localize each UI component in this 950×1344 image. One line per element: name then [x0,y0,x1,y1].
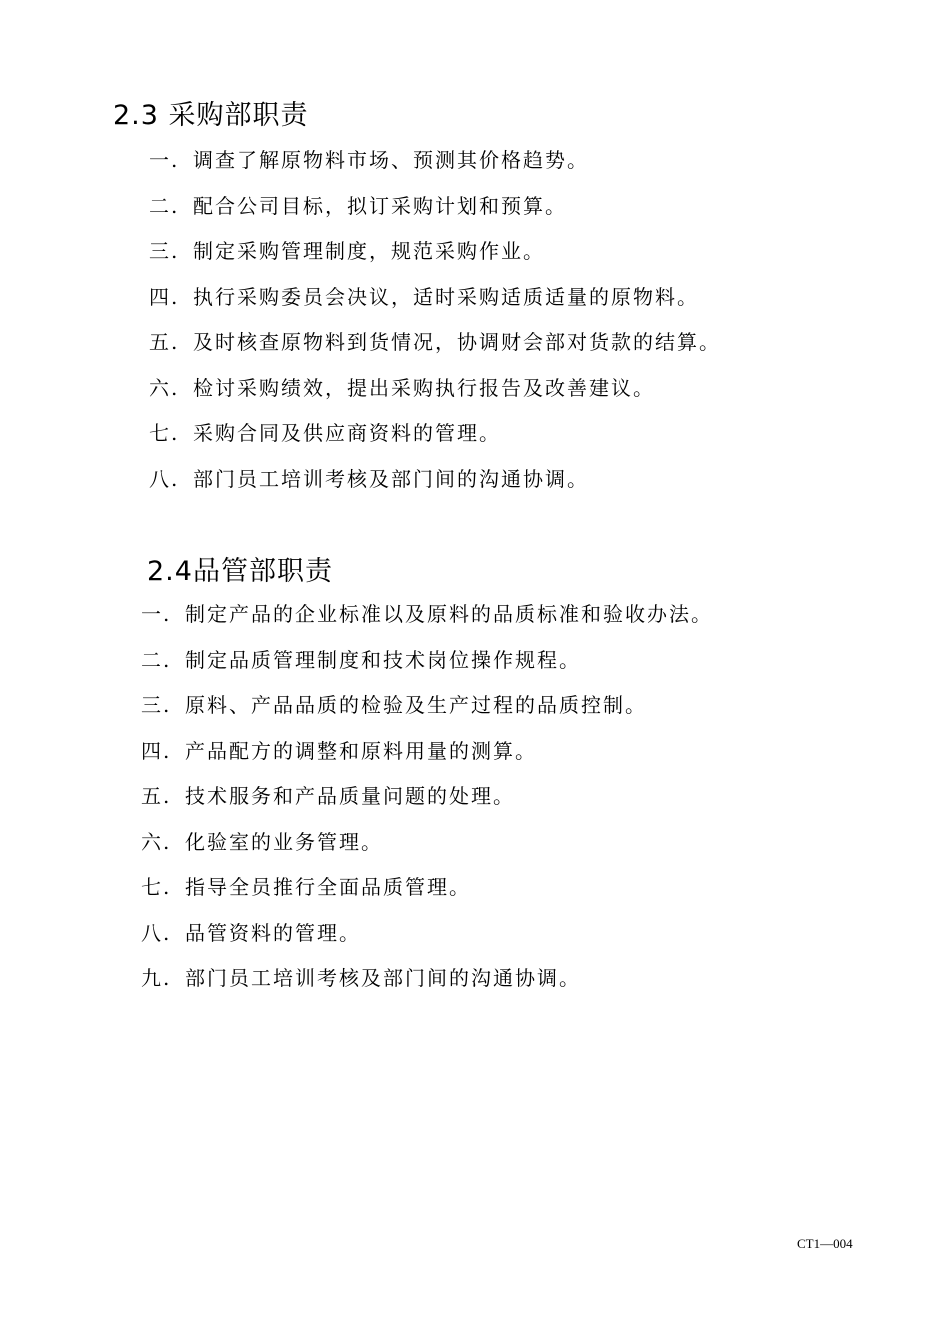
duty-item [149,229,950,275]
item-number: 七. [141,875,172,899]
duty-item [141,911,950,957]
duty-item [141,638,950,684]
item-text: 原料、产品品质的检验及生产过程的品质控制。 [185,693,647,717]
quality-duties-list [141,592,950,1002]
purchasing-duties-list [149,138,950,502]
item-number: 五. [141,784,172,808]
item-number: 三. [149,239,180,263]
item-text: 部门员工培训考核及部门间的沟通协调。 [193,466,589,491]
duty-item [149,457,950,503]
item-number: 一. [141,602,172,626]
duty-item [141,865,950,911]
item-number: 八. [149,466,180,491]
section-heading-purchasing: 2.3 采购部职责 [113,100,309,131]
duty-item [149,275,950,321]
item-number: 五. [149,330,180,354]
duty-item [141,956,950,1002]
item-text: 化验室的业务管理。 [185,829,383,854]
item-number: 一. [149,148,180,172]
duty-item [149,138,950,184]
document-code-footer: CT1—004 [797,1236,853,1251]
item-number: 七. [149,421,180,445]
duty-item [141,592,950,638]
quality-department-section [0,552,950,1002]
duty-item [141,683,950,729]
item-number: 六. [149,375,180,400]
item-text: 检讨采购绩效，提出采购执行报告及改善建议。 [193,375,655,400]
item-text: 部门员工培训考核及部门间的沟通协调。 [185,966,581,990]
item-number: 九. [141,966,172,990]
item-text: 执行采购委员会决议，适时采购适质适量的原物料。 [193,284,699,309]
duty-item [141,774,950,820]
item-text: 制定品质管理制度和技术岗位操作规程。 [185,647,581,672]
item-text: 品管资料的管理。 [185,920,361,945]
duty-item [149,366,950,412]
duty-item [141,820,950,866]
item-text: 技术服务和产品质量问题的处理。 [185,784,515,808]
item-text: 指导全员推行全面品质管理。 [185,875,471,899]
purchasing-department-section [0,96,950,502]
item-text: 制定采购管理制度，规范采购作业。 [193,239,545,263]
item-text: 配合公司目标，拟订采购计划和预算。 [193,193,567,218]
item-number: 二. [149,193,180,218]
duty-item [149,184,950,230]
item-text: 产品配方的调整和原料用量的测算。 [185,738,537,763]
item-number: 四. [141,738,172,763]
item-text: 采购合同及供应商资料的管理。 [193,421,501,445]
section-heading-quality: 2.4品管部职责 [147,556,333,587]
item-number: 四. [149,284,180,309]
item-number: 六. [141,829,172,854]
item-number: 八. [141,920,172,945]
item-number: 二. [141,647,172,672]
item-text: 制定产品的企业标准以及原料的品质标准和验收办法。 [185,602,713,626]
duty-item [141,729,950,775]
duty-item [149,411,950,457]
item-text: 及时核查原物料到货情况，协调财会部对货款的结算。 [193,330,721,354]
duty-item [149,320,950,366]
item-number: 三. [141,693,172,717]
item-text: 调查了解原物料市场、预测其价格趋势。 [193,148,589,172]
